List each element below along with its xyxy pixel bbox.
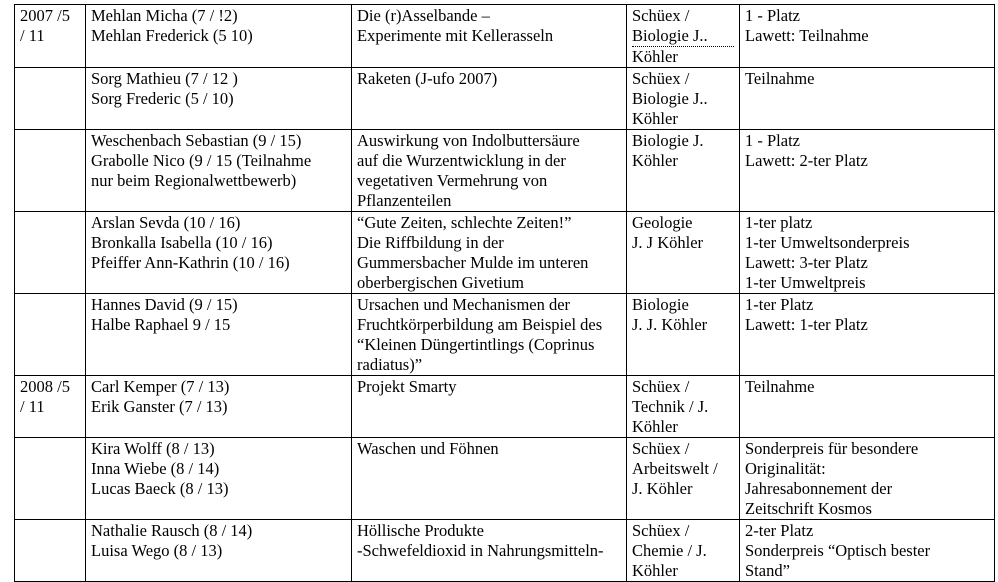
cell-line: auf die Wurzentwicklung in der bbox=[357, 151, 566, 170]
cell-line: Originalität: bbox=[745, 459, 826, 478]
cell-line: Pflanzenteilen bbox=[357, 191, 452, 210]
project-title-cell bbox=[352, 212, 627, 294]
year-cell bbox=[15, 212, 86, 294]
cell-line: 1 - Platz bbox=[745, 6, 800, 25]
cell-line: Lawett: 3-ter Platz bbox=[745, 253, 868, 272]
cell-line: -Schwefeldioxid in Nahrungsmitteln- bbox=[357, 541, 604, 560]
cell-line: Die Riffbildung in der bbox=[357, 233, 504, 252]
subject-supervisor-cell bbox=[627, 130, 740, 212]
cell-line: Sonderpreis “Optisch bester bbox=[745, 541, 931, 560]
cell-line: Schüex / bbox=[632, 69, 690, 88]
project-title-cell bbox=[352, 5, 627, 68]
result-cell bbox=[740, 520, 995, 582]
project-title-cell bbox=[352, 520, 627, 582]
year-cell bbox=[15, 438, 86, 520]
participants-cell bbox=[86, 130, 352, 212]
competition-results-table bbox=[14, 4, 995, 582]
cell-line: Lucas Baeck (8 / 13) bbox=[91, 479, 229, 498]
table-row bbox=[15, 68, 995, 130]
cell-line: Arslan Sevda (10 / 16) bbox=[91, 213, 241, 232]
table-row bbox=[15, 294, 995, 376]
participants-cell bbox=[86, 438, 352, 520]
cell-line: Mehlan Micha (7 / !2) bbox=[91, 6, 238, 25]
subject-supervisor-cell bbox=[627, 520, 740, 582]
table-row bbox=[15, 520, 995, 582]
result-cell bbox=[740, 438, 995, 520]
cell-line: Sonderpreis für besondere bbox=[745, 439, 919, 458]
table-row bbox=[15, 130, 995, 212]
cell-line: Köhler bbox=[632, 109, 678, 128]
cell-line: 2-ter Platz bbox=[745, 521, 814, 540]
table-row bbox=[15, 212, 995, 294]
cell-line: 1-ter platz bbox=[745, 213, 813, 232]
cell-line: Weschenbach Sebastian (9 / 15) bbox=[91, 131, 302, 150]
cell-line: 1-ter Platz bbox=[745, 295, 814, 314]
cell-line: Biologie J.. bbox=[632, 89, 708, 108]
cell-line: / 11 bbox=[20, 397, 45, 416]
cell-line: Köhler bbox=[632, 417, 678, 436]
cell-line: radiatus)” bbox=[357, 355, 423, 374]
cell-line: Schüex / bbox=[632, 521, 690, 540]
cell-line: Stand” bbox=[745, 561, 790, 580]
cell-line: Köhler bbox=[632, 47, 678, 66]
year-cell bbox=[15, 376, 86, 438]
participants-cell bbox=[86, 376, 352, 438]
cell-line: Biologie bbox=[632, 295, 689, 314]
cell-line: Zeitschrift Kosmos bbox=[745, 499, 872, 518]
cell-line: Schüex / bbox=[632, 377, 690, 396]
cell-line: Kira Wolff (8 / 13) bbox=[91, 439, 215, 458]
cell-line: Teilnahme bbox=[745, 69, 815, 88]
cell-line: Biologie J.. bbox=[632, 26, 734, 47]
cell-line: Luisa Wego (8 / 13) bbox=[91, 541, 223, 560]
cell-line: Jahresabonnement der bbox=[745, 479, 893, 498]
result-cell bbox=[740, 130, 995, 212]
cell-line: Arbeitswelt / bbox=[632, 459, 718, 478]
cell-line: Köhler bbox=[632, 561, 678, 580]
subject-supervisor-cell bbox=[627, 376, 740, 438]
subject-supervisor-cell bbox=[627, 212, 740, 294]
subject-supervisor-cell bbox=[627, 68, 740, 130]
project-title-cell bbox=[352, 376, 627, 438]
project-title-cell bbox=[352, 294, 627, 376]
cell-line: “Gute Zeiten, schlechte Zeiten!” bbox=[357, 213, 572, 232]
result-cell bbox=[740, 68, 995, 130]
cell-line: Teilnahme bbox=[745, 377, 815, 396]
cell-line: Höllische Produkte bbox=[357, 521, 484, 540]
cell-line: Schüex / bbox=[632, 439, 690, 458]
cell-line: Lawett: Teilnahme bbox=[745, 26, 869, 45]
cell-line: J. J Köhler bbox=[632, 233, 704, 252]
cell-line: Gummersbacher Mulde im unteren bbox=[357, 253, 589, 272]
year-cell bbox=[15, 5, 86, 68]
cell-line: Geologie bbox=[632, 213, 693, 232]
cell-line: Experimente mit Kellerasseln bbox=[357, 26, 554, 45]
cell-line: Die (r)Asselbande – bbox=[357, 6, 490, 25]
cell-line: 1-ter Umweltsonderpreis bbox=[745, 233, 910, 252]
cell-line: Ursachen und Mechanismen der bbox=[357, 295, 571, 314]
cell-line: Erik Ganster (7 / 13) bbox=[91, 397, 228, 416]
cell-line: Pfeiffer Ann-Kathrin (10 / 16) bbox=[91, 253, 290, 272]
year-cell bbox=[15, 294, 86, 376]
subject-supervisor-cell bbox=[627, 5, 740, 68]
participants-cell bbox=[86, 5, 352, 68]
participants-cell bbox=[86, 212, 352, 294]
subject-supervisor-cell bbox=[627, 294, 740, 376]
cell-line: Lawett: 1-ter Platz bbox=[745, 315, 868, 334]
cell-line: / 11 bbox=[20, 26, 45, 45]
year-cell bbox=[15, 68, 86, 130]
cell-line: 2007 /5 bbox=[20, 6, 70, 25]
cell-line: Sorg Frederic (5 / 10) bbox=[91, 89, 234, 108]
cell-line: Technik / J. bbox=[632, 397, 709, 416]
cell-line: Halbe Raphael 9 / 15 bbox=[91, 315, 231, 334]
cell-line: Carl Kemper (7 / 13) bbox=[91, 377, 230, 396]
cell-line: Inna Wiebe (8 / 14) bbox=[91, 459, 220, 478]
cell-line: 2008 /5 bbox=[20, 377, 70, 396]
cell-line: nur beim Regionalwettbewerb) bbox=[91, 171, 297, 190]
result-cell bbox=[740, 5, 995, 68]
cell-line: Projekt Smarty bbox=[357, 377, 457, 396]
participants-cell bbox=[86, 520, 352, 582]
cell-line: Grabolle Nico (9 / 15 (Teilnahme bbox=[91, 151, 312, 170]
cell-line: Lawett: 2-ter Platz bbox=[745, 151, 868, 170]
cell-line: Sorg Mathieu (7 / 12 ) bbox=[91, 69, 238, 88]
cell-line: 1-ter Umweltpreis bbox=[745, 273, 866, 292]
cell-line: Chemie / J. bbox=[632, 541, 707, 560]
result-cell bbox=[740, 376, 995, 438]
cell-line: 1 - Platz bbox=[745, 131, 800, 150]
cell-line: Mehlan Frederick (5 10) bbox=[91, 26, 253, 45]
cell-line: Waschen und Föhnen bbox=[357, 439, 499, 458]
table-row bbox=[15, 438, 995, 520]
cell-line: J. Köhler bbox=[632, 479, 693, 498]
cell-line: Schüex / bbox=[632, 6, 690, 25]
cell-line: Fruchtkörperbildung am Beispiel des bbox=[357, 315, 603, 334]
project-title-cell bbox=[352, 438, 627, 520]
cell-line: J. J. Köhler bbox=[632, 315, 708, 334]
cell-line: Köhler bbox=[632, 151, 678, 170]
cell-line: “Kleinen Düngertintlings (Coprinus bbox=[357, 335, 595, 354]
result-cell bbox=[740, 294, 995, 376]
cell-line: Hannes David (9 / 15) bbox=[91, 295, 238, 314]
project-title-cell bbox=[352, 130, 627, 212]
cell-line: Nathalie Rausch (8 / 14) bbox=[91, 521, 253, 540]
cell-line: oberbergischen Givetium bbox=[357, 273, 524, 292]
cell-line: Bronkalla Isabella (10 / 16) bbox=[91, 233, 273, 252]
project-title-cell bbox=[352, 68, 627, 130]
table-row bbox=[15, 5, 995, 68]
cell-line: Biologie J. bbox=[632, 131, 704, 150]
table-body bbox=[15, 5, 995, 582]
participants-cell bbox=[86, 294, 352, 376]
table-row bbox=[15, 376, 995, 438]
year-cell bbox=[15, 130, 86, 212]
subject-supervisor-cell bbox=[627, 438, 740, 520]
result-cell bbox=[740, 212, 995, 294]
cell-line: Raketen (J-ufo 2007) bbox=[357, 69, 498, 88]
cell-line: Auswirkung von Indolbuttersäure bbox=[357, 131, 580, 150]
participants-cell bbox=[86, 68, 352, 130]
year-cell bbox=[15, 520, 86, 582]
cell-line: vegetativen Vermehrung von bbox=[357, 171, 548, 190]
